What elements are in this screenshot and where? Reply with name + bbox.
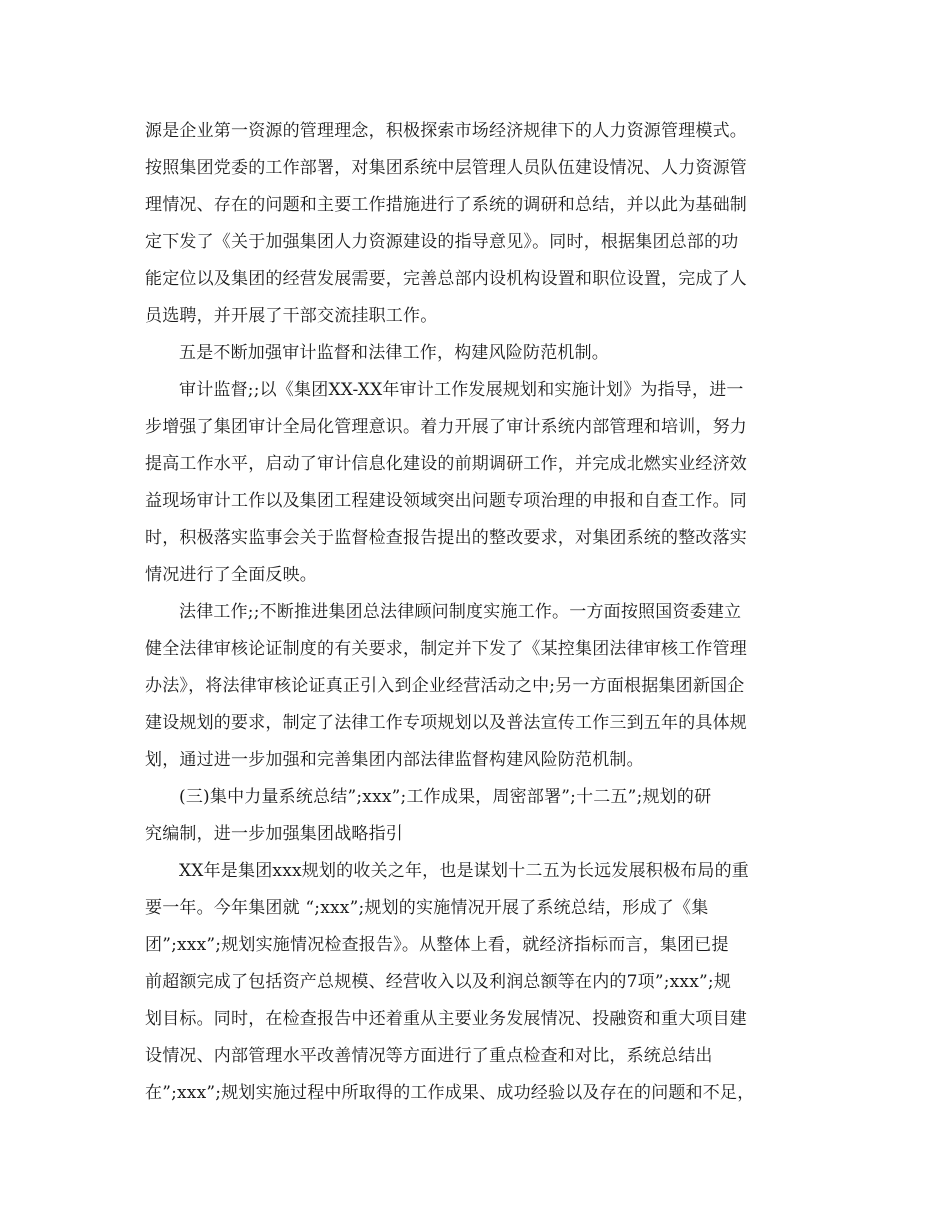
body-line: 划目标。同时，在检查报告中还着重从主要业务发展情况、投融资和重大项目建 <box>145 1009 747 1029</box>
body-line: 按照集团党委的工作部署，对集团系统中层管理人员队伍建设情况、人力资源管 <box>145 158 747 178</box>
body-line: 划，通过进一步加强和完善集团内部法律监督构建风险防范机制。 <box>145 750 644 770</box>
body-line: 理情况、存在的问题和主要工作措施进行了系统的调研和总结，并以此为基础制 <box>145 195 747 215</box>
section-heading: 究编制，进一步加强集团战略指引 <box>145 824 403 844</box>
body-line: 源是企业第一资源的管理理念，积极探索市场经济规律下的人力资源管理模式。 <box>145 121 747 141</box>
body-line: 定下发了《关于加强集团人力资源建设的指导意见》。同时，根据集团总部的功 <box>145 232 739 252</box>
section-heading: 五是不断加强审计监督和法律工作，构建风险防范机制。 <box>179 343 609 363</box>
section-heading: (三)集中力量系统总结”;xxx”;工作成果，周密部署”;十二五”;规划的研 <box>179 787 712 807</box>
body-line: 情况进行了全面反映。 <box>145 565 317 585</box>
body-line: 法律工作;;不断推进集团总法律顾问制度实施工作。一方面按照国资委建立 <box>179 602 742 622</box>
body-line: 益现场审计工作以及集团工程建设领域突出问题专项治理的申报和自查工作。同 <box>145 491 747 511</box>
body-line: 时，积极落实监事会关于监督检查报告提出的整改要求，对集团系统的整改落实 <box>145 528 747 548</box>
body-line: 办法》，将法律审核论证真正引入到企业经营活动之中;另一方面根据集团新国企 <box>145 676 745 696</box>
body-line: 提高工作水平，启动了审计信息化建设的前期调研工作，并完成北燃实业经济效 <box>145 454 747 474</box>
body-line: 能定位以及集团的经营发展需要，完善总部内设机构设置和职位设置，完成了人 <box>145 269 747 289</box>
body-line: 员选聘，并开展了干部交流挂职工作。 <box>145 306 438 326</box>
body-line: 审计监督;;以《集团XX-XX年审计工作发展规划和实施计划》为指导，进一 <box>179 380 744 400</box>
body-line: 前超额完成了包括资产总规模、经营收入以及利润总额等在内的7项”;xxx”;规 <box>145 972 732 992</box>
body-line: 在”;xxx”;规划实施过程中所取得的工作成果、成功经验以及存在的问题和不足， <box>145 1083 755 1103</box>
body-line: XX年是集团xxx规划的收关之年，也是谋划十二五为长远发展积极布局的重 <box>179 861 749 881</box>
body-line: 步增强了集团审计全局化管理意识。着力开展了审计系统内部管理和培训，努力 <box>145 417 747 437</box>
body-line: 建设规划的要求，制定了法律工作专项规划以及普法宣传工作三到五年的具体规 <box>145 713 747 733</box>
body-line: 健全法律审核论证制度的有关要求，制定并下发了《某控集团法律审核工作管理 <box>145 639 747 659</box>
body-line: 团”;xxx”;规划实施情况检查报告》。从整体上看，就经济指标而言，集团已提 <box>145 935 729 955</box>
body-line: 设情况、内部管理水平改善情况等方面进行了重点检查和对比，系统总结出 <box>145 1046 713 1066</box>
body-line: 要一年。今年集团就 “;xxx”;规划的实施情况开展了系统总结，形成了《集 <box>145 898 709 918</box>
